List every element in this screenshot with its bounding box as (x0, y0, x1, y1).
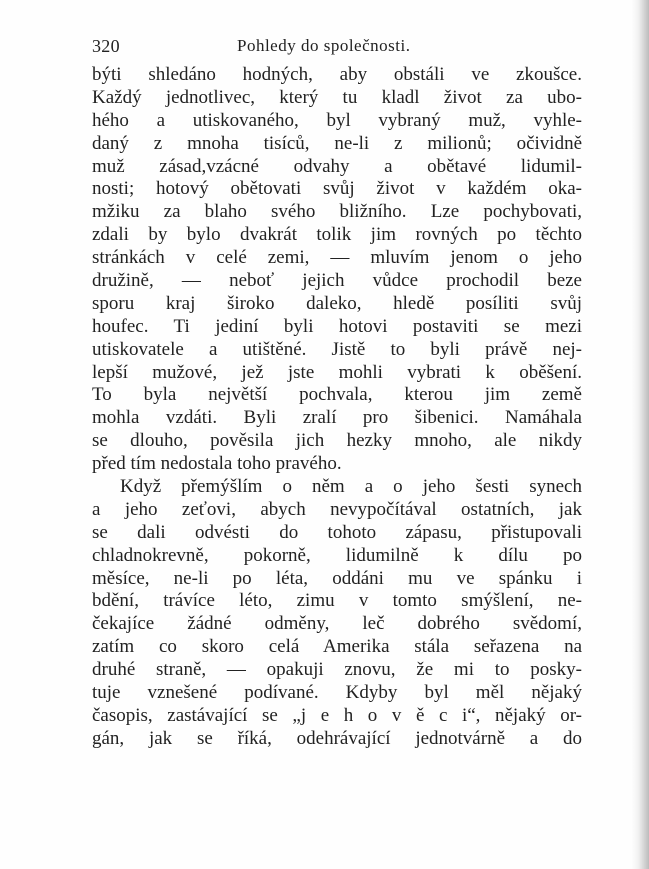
text-line: gán, jak se říká, odehrávající jednotvárně a do (92, 727, 582, 749)
text-line: mžiku za blaho svého bližního. Lze pochybovati, (92, 201, 582, 223)
text-line: býti shledáno hodných, aby obstáli ve zkoušce. (92, 64, 582, 85)
text-line: Když přemýšlím o něm a o jeho šesti synech (120, 476, 582, 498)
page-edge-shadow (631, 0, 649, 869)
text-line: lepší mužové, jež jste mohli vybrati k oběšení. (92, 361, 582, 383)
page-header (92, 36, 582, 60)
text-line: se dali odvésti do tohoto zápasu, přistupovali (92, 521, 582, 543)
text-line: před tím nedostala toho pravého. (92, 453, 342, 475)
text-line: chladnokrevně, pokorně, lidumilně k dílu po (92, 544, 582, 566)
text-line: sporu kraj široko daleko, hledě posíliti svůj (92, 292, 582, 314)
text-line: zatím co skoro celá Amerika stála seřazena na (92, 636, 582, 658)
text-line: houfec. Ti jediní byli hotovi postaviti se mezi (92, 315, 582, 337)
text-line: hého a utiskovaného, byl vybraný muž, vyhle- (92, 109, 582, 131)
body-text (92, 64, 582, 751)
running-title: Pohledy do společnosti. (237, 36, 411, 55)
text-line: utiskovatele a utištěné. Jistě to byli právě nej- (92, 338, 582, 360)
text-line: časopis, zastávající se „j e h o v ě c i“, nějaký or- (92, 704, 582, 726)
text-line: stránkách v celé zemi, — mluvím jenom o jeho (92, 247, 582, 269)
page-number: 320 (92, 36, 120, 56)
text-line: nosti; hotový obětovati svůj život v každém oka- (92, 178, 582, 200)
text-line: To byla největší pochvala, kterou jim země (92, 384, 582, 406)
text-line: čekajíce žádné odměny, leč dobrého svědomí, (92, 613, 582, 635)
text-line: se dlouho, pověsila jich hezky mnoho, ale nikdy (92, 430, 582, 452)
text-line: druhé straně, — opakuji znovu, že mi to posky- (92, 659, 582, 681)
text-line: zdali by bylo dvakrát tolik jim rovných po těchto (92, 224, 582, 246)
text-line: bdění, trávíce léto, zimu v tomto smýšlení, ne- (92, 590, 582, 612)
text-line: Každý jednotlivec, který tu kladl život za ubo- (92, 86, 582, 108)
text-line: daný z mnoha tisíců, ne-li z milionů; očividně (92, 132, 582, 154)
text-line: družině, — neboť jejich vůdce prochodil beze (92, 270, 582, 292)
text-line: tuje vznešené podívané. Kdyby byl měl nějaký (92, 682, 582, 704)
text-line: mohla vzdáti. Byli zralí pro šibenici. Namáhala (92, 407, 582, 429)
text-line: muž zásad,vzácné odvahy a obětavé lidumil- (92, 155, 582, 177)
text-line: a jeho zeťovi, abych nevypočítával ostatních, jak (92, 498, 582, 520)
text-line: měsíce, ne-li po léta, oddáni mu ve spánku i (92, 567, 582, 589)
